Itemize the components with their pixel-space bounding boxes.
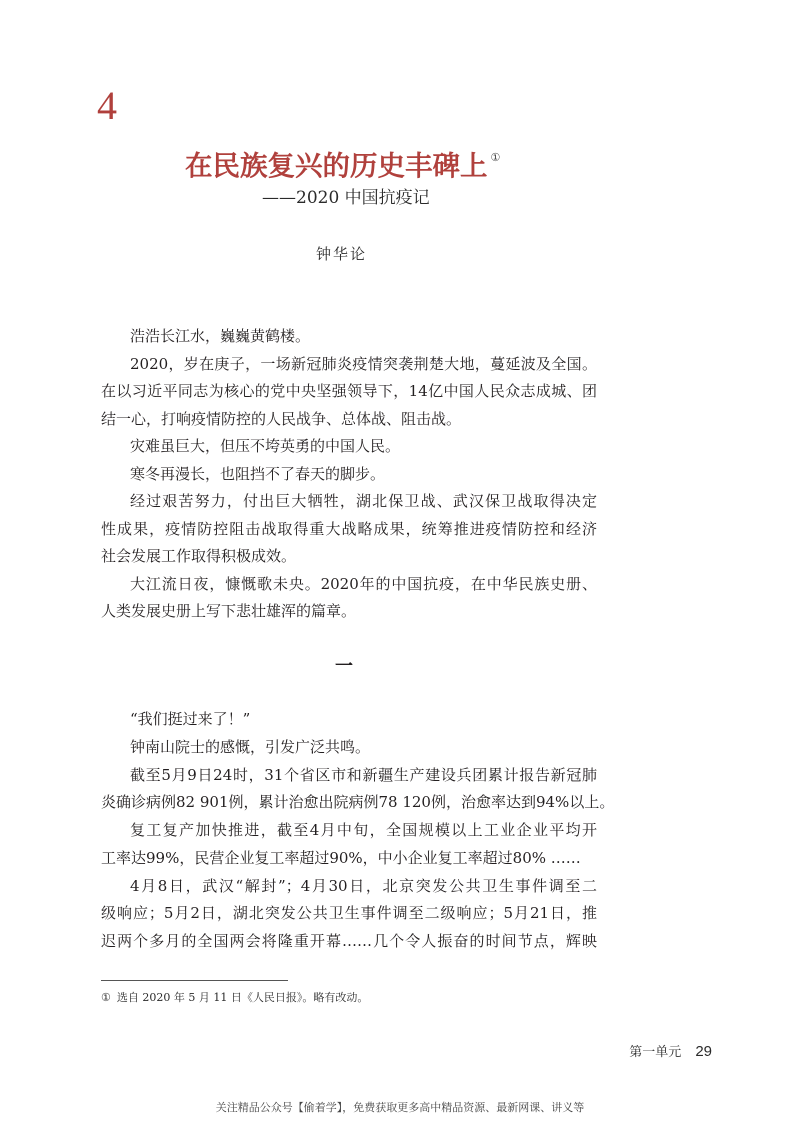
paragraph	[101, 706, 597, 734]
footnote-mark: ①	[101, 991, 111, 1004]
text-line: 2020，岁在庚子，一场新冠肺炎疫情突袭荆楚大地，蔓延波及全国。	[130, 354, 597, 373]
paragraph	[101, 817, 597, 873]
article-title-text: 在民族复兴的历史丰碑上	[185, 150, 488, 182]
footnote	[101, 990, 368, 1006]
paragraph	[101, 461, 597, 489]
paragraph	[101, 323, 597, 351]
title-footnote-mark: ①	[490, 151, 501, 164]
page-number: 29	[695, 1043, 712, 1060]
text-line: 人类发展史册上写下悲壮雄浑的篇章。	[101, 602, 357, 620]
chapter-number: 4	[97, 83, 117, 128]
article-subtitle: ——2020 中国抗疫记	[262, 188, 430, 208]
text-line: 经过艰苦努力，付出巨大牺牲，湖北保卫战、武汉保卫战取得决定	[130, 492, 597, 510]
text-line: 级响应；5月2日，湖北突发公共卫生事件调至二级响应；5月21日，推	[101, 904, 597, 923]
paragraph	[101, 571, 597, 626]
text-line: “我们挺过来了！”	[130, 710, 251, 728]
page-footer	[629, 1042, 712, 1063]
text-line: 4月8日，武汉“解封”；4月30日，北京突发公共卫生事件调至二	[130, 876, 597, 895]
text-line: 迟两个多月的全国两会将隆重开幕……几个令人振奋的时间节点，辉映	[101, 932, 597, 950]
paragraph	[101, 433, 597, 461]
paragraph	[101, 873, 597, 956]
text-line: 截至5月9日24时，31个省区市和新疆生产建设兵团累计报告新冠肺	[130, 765, 597, 784]
paragraph	[101, 734, 597, 762]
article-title	[185, 140, 500, 184]
text-line: 工率达99%，民营企业复工率超过90%，中小企业复工率超过80% ……	[101, 848, 581, 867]
text-line: 钟南山院士的感慨，引发广泛共鸣。	[130, 737, 371, 756]
text-line: 寒冬再漫长，也阻挡不了春天的脚步。	[130, 464, 386, 483]
paragraph	[101, 488, 597, 571]
text-line: 炎确诊病例82 901例，累计治愈出院病例78 120例，治愈率达到94%以上。	[101, 793, 615, 812]
text-line: 结一心，打响疫情防控的人民战争、总体战、阻击战。	[101, 409, 462, 428]
text-line: 复工复产加快推进，截至4月中旬，全国规模以上工业企业平均开	[130, 821, 597, 839]
text-line: 性成果，疫情防控阻击战取得重大战略成果，统筹推进疫情防控和经济	[101, 519, 597, 538]
intro-body	[101, 323, 597, 626]
unit-label: 第一单元	[629, 1045, 682, 1060]
text-line: 社会发展工作取得积极成效。	[101, 547, 297, 565]
paragraph	[101, 351, 597, 434]
footnote-divider	[101, 980, 288, 981]
footnote-text: 选自 2020 年 5 月 11 日《人民日报》。略有改动。	[116, 991, 369, 1004]
text-line: 大江流日夜，慷慨歌未央。2020年的中国抗疫，在中华民族史册、	[130, 574, 597, 593]
text-line: 浩浩长江水，巍巍黄鹤楼。	[130, 327, 311, 345]
text-line: 在以习近平同志为核心的党中央坚强领导下，14亿中国人民众志成城、团	[101, 382, 597, 400]
text-line: 灾难虽巨大，但压不垮英勇的中国人民。	[130, 437, 401, 455]
watermark-text: 关注精品公众号【偷着学】，免费获取更多高中精品资源、最新网课、讲义等	[215, 1101, 585, 1114]
paragraph	[101, 762, 615, 818]
section-one-body	[101, 706, 615, 956]
article-author: 钟华论	[316, 245, 368, 263]
section-heading: 一	[335, 656, 353, 677]
